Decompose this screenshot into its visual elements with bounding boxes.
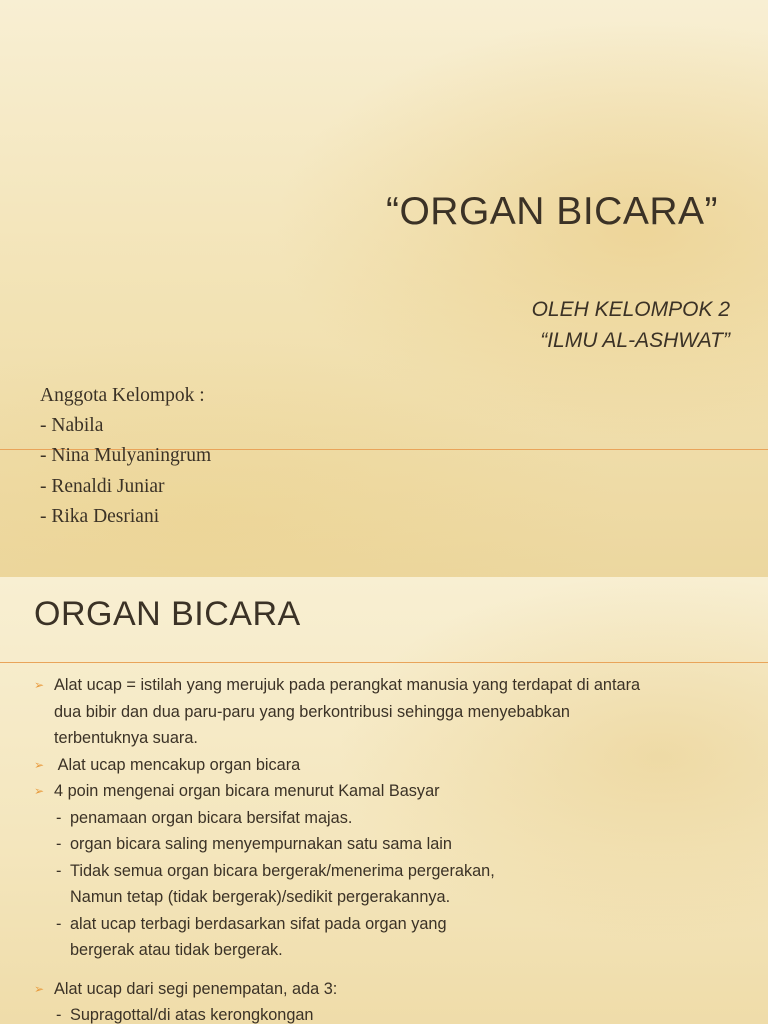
arrow-bullet-icon: ➢ — [34, 784, 45, 798]
divider-line — [0, 662, 768, 663]
member-item: - Renaldi Juniar — [40, 475, 165, 497]
bullet-item — [34, 778, 734, 805]
member-item: - Nabila — [40, 415, 104, 437]
sub-point — [34, 911, 734, 964]
subtitle-line: OLEH KELOMPOK 2 — [531, 298, 730, 321]
sub-point — [34, 858, 734, 911]
sub-point — [34, 1002, 734, 1024]
slide-subtitle — [532, 294, 730, 356]
dash-marker: - — [56, 861, 62, 880]
bullet-item — [34, 976, 734, 1003]
slide-title: “ORGAN BICARA” — [385, 190, 718, 233]
arrow-bullet-icon: ➢ — [34, 678, 45, 692]
sub-point — [34, 831, 734, 858]
slide-title: ORGAN BICARA — [34, 595, 301, 633]
bullet-item — [34, 752, 734, 779]
dash-marker: - — [56, 1006, 62, 1024]
sub-point-line: Supragottal/di atas kerongkongan — [70, 1006, 314, 1024]
slide-content — [34, 672, 734, 1024]
arrow-bullet-icon: ➢ — [34, 757, 45, 772]
dash-marker: - — [56, 808, 62, 827]
bullet-item — [34, 672, 734, 752]
member-item: - Rika Desriani — [40, 505, 160, 527]
bullet-line: Alat ucap dari segi penempatan, ada 3: — [54, 979, 338, 998]
subtitle-line: “ILMU AL-ASHWAT” — [540, 329, 730, 352]
bullet-line: terbentuknya suara. — [54, 729, 198, 747]
bullet-line: Alat ucap = istilah yang merujuk pada perangkat manusia yang terdapat di antara — [54, 676, 641, 694]
content-slide — [0, 577, 768, 1024]
member-list — [40, 381, 211, 532]
bullet-line: 4 poin mengenai organ bicara menurut Kamal Basyar — [54, 782, 440, 800]
spacer — [34, 964, 734, 976]
arrow-bullet-icon: ➢ — [34, 981, 45, 996]
member-list-heading: Anggota Kelompok : — [40, 385, 205, 406]
member-item: - Nina Mulyaningrum — [40, 445, 212, 467]
sub-point-line: Namun tetap (tidak bergerak)/sedikit pergerakannya. — [70, 888, 451, 906]
sub-point-line: penamaan organ bicara bersifat majas. — [70, 808, 353, 827]
bullet-line: dua bibir dan dua paru-paru yang berkontribusi sehingga menyebabkan — [54, 702, 570, 721]
dash-marker: - — [56, 914, 62, 933]
sub-point-line: organ bicara saling menyempurnakan satu sama lain — [70, 835, 452, 853]
sub-point-line: Tidak semua organ bicara bergerak/menerima pergerakan, — [70, 861, 495, 880]
sub-point — [34, 805, 734, 832]
sub-point-line: bergerak atau tidak bergerak. — [70, 941, 283, 959]
sub-point-line: alat ucap terbagi berdasarkan sifat pada organ yang — [70, 914, 447, 933]
dash-marker: - — [56, 835, 62, 853]
bullet-line: Alat ucap mencakup organ bicara — [54, 755, 301, 774]
